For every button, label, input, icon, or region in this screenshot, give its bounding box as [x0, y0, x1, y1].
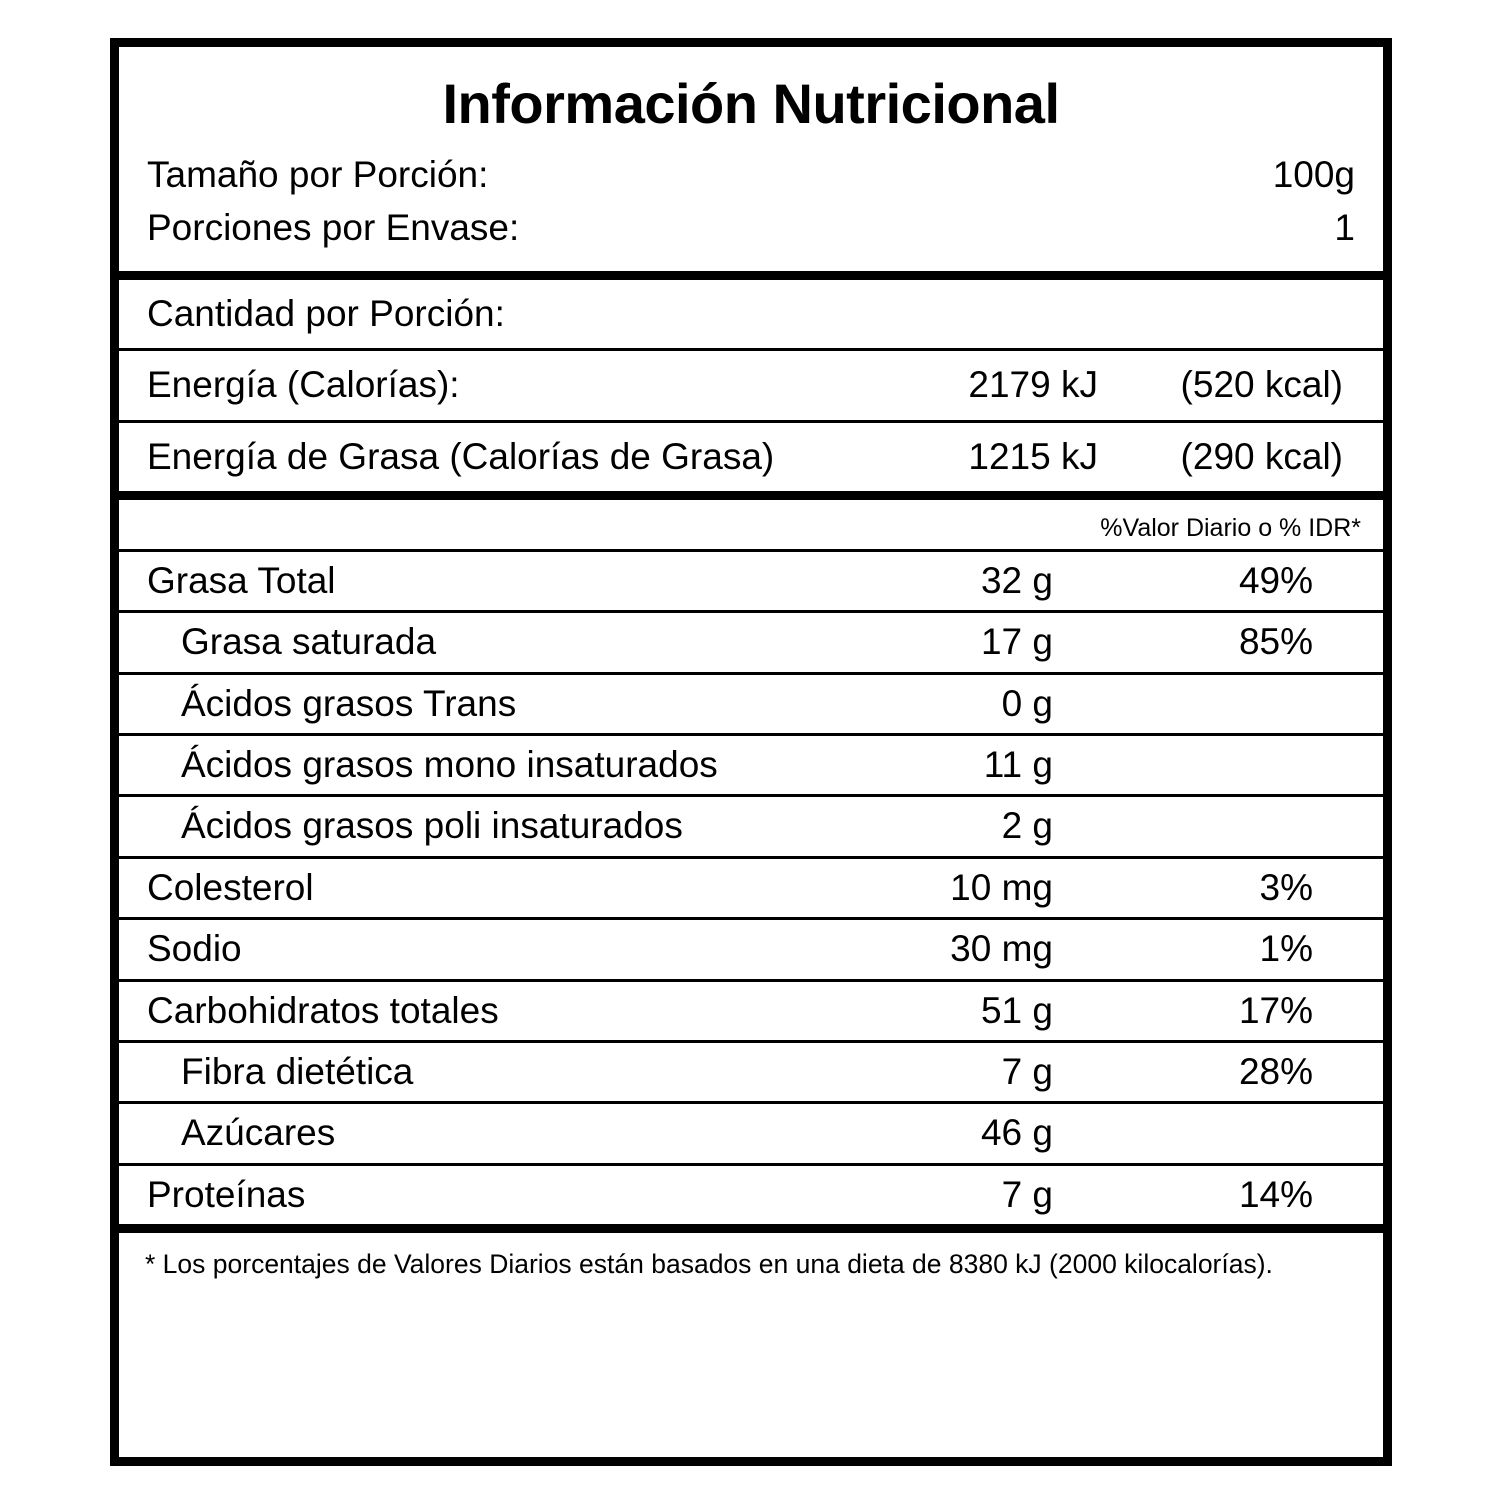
- nutrients-table: [119, 549, 1383, 1224]
- servings-per-container-label: Porciones por Envase:: [147, 207, 520, 249]
- nutrient-amount: 2 g: [1001, 805, 1053, 847]
- nutrient-percent: 28%: [1238, 1050, 1313, 1092]
- nutrient-name: Colesterol: [147, 866, 314, 908]
- table-row: [119, 1166, 1383, 1224]
- servings-per-container-value: 1: [1334, 207, 1355, 249]
- serving-size-value: 100g: [1272, 153, 1355, 195]
- nutrient-name: Carbohidratos totales: [147, 989, 499, 1031]
- nutrient-name: Grasa saturada: [181, 621, 437, 663]
- nutrient-amount: 7 g: [1001, 1173, 1053, 1215]
- nutrient-name: Ácidos grasos Trans: [181, 682, 517, 724]
- table-row: [119, 675, 1383, 733]
- nutrient-percent: 14%: [1238, 1173, 1313, 1215]
- table-row: [119, 736, 1383, 794]
- table-row: [119, 859, 1383, 917]
- table-row: [119, 1104, 1383, 1162]
- energy-from-fat-kcal: (290 kcal): [1180, 435, 1343, 477]
- energy-kj: 2179 kJ: [968, 364, 1098, 406]
- nutrient-percent: 49%: [1238, 559, 1313, 601]
- nutrient-name: Sodio: [147, 928, 242, 970]
- nutrient-name: Azúcares: [181, 1112, 336, 1154]
- table-row: [119, 920, 1383, 978]
- amount-per-serving-section: [119, 280, 1383, 491]
- nutrient-name: Grasa Total: [147, 559, 336, 601]
- nutrition-facts-panel: [110, 38, 1392, 1466]
- nutrient-name: Fibra dietética: [181, 1050, 414, 1092]
- table-row: [119, 797, 1383, 855]
- nutrient-amount: 0 g: [1001, 682, 1053, 724]
- footnote: * Los porcentajes de Valores Diarios están basados en una dieta de 8380 kJ (2000 kilocalorías).: [145, 1249, 1273, 1280]
- nutrient-amount: 10 mg: [950, 866, 1053, 908]
- nutrient-percent: 17%: [1238, 989, 1313, 1031]
- page-title: Información Nutricional: [442, 72, 1060, 135]
- energy-row: [119, 351, 1383, 419]
- nutrient-percent: 1%: [1259, 928, 1313, 970]
- serving-size-label: Tamaño por Porción:: [147, 153, 489, 195]
- nutrient-percent: 3%: [1259, 866, 1313, 908]
- energy-label: Energía (Calorías):: [147, 364, 460, 406]
- divider-thick-top: [119, 271, 1383, 280]
- servings-per-container-row: [147, 201, 1355, 255]
- amount-per-serving-label: Cantidad por Porción:: [147, 293, 505, 335]
- nutrient-amount: 11 g: [983, 744, 1053, 785]
- daily-value-header: %Valor Diario o % IDR*: [1100, 513, 1361, 542]
- nutrient-amount: 32 g: [980, 559, 1053, 601]
- nutrient-amount: 51 g: [980, 989, 1053, 1031]
- table-row: [119, 982, 1383, 1040]
- nutrient-amount: 46 g: [980, 1112, 1053, 1154]
- table-row: [119, 552, 1383, 610]
- nutrient-name: Ácidos grasos mono insaturados: [181, 744, 718, 785]
- serving-information: [119, 148, 1383, 271]
- nutrient-percent: 85%: [1238, 621, 1313, 663]
- nutrient-amount: 7 g: [1001, 1050, 1053, 1092]
- table-row: [119, 1043, 1383, 1101]
- nutrient-name: Ácidos grasos poli insaturados: [181, 805, 683, 847]
- divider-thick-nutrients: [119, 491, 1383, 500]
- amount-per-serving-row: [119, 280, 1383, 348]
- energy-from-fat-row: [119, 423, 1383, 491]
- nutrient-name: Proteínas: [147, 1173, 306, 1215]
- energy-from-fat-kj: 1215 kJ: [968, 435, 1098, 477]
- nutrient-amount: 30 mg: [950, 928, 1053, 970]
- energy-kcal: (520 kcal): [1180, 364, 1343, 406]
- nutrient-amount: 17 g: [980, 621, 1053, 663]
- table-row: [119, 613, 1383, 671]
- energy-from-fat-label: Energía de Grasa (Calorías de Grasa): [147, 435, 775, 477]
- divider-thick-footnote: [119, 1224, 1383, 1233]
- serving-size-row: [147, 148, 1355, 202]
